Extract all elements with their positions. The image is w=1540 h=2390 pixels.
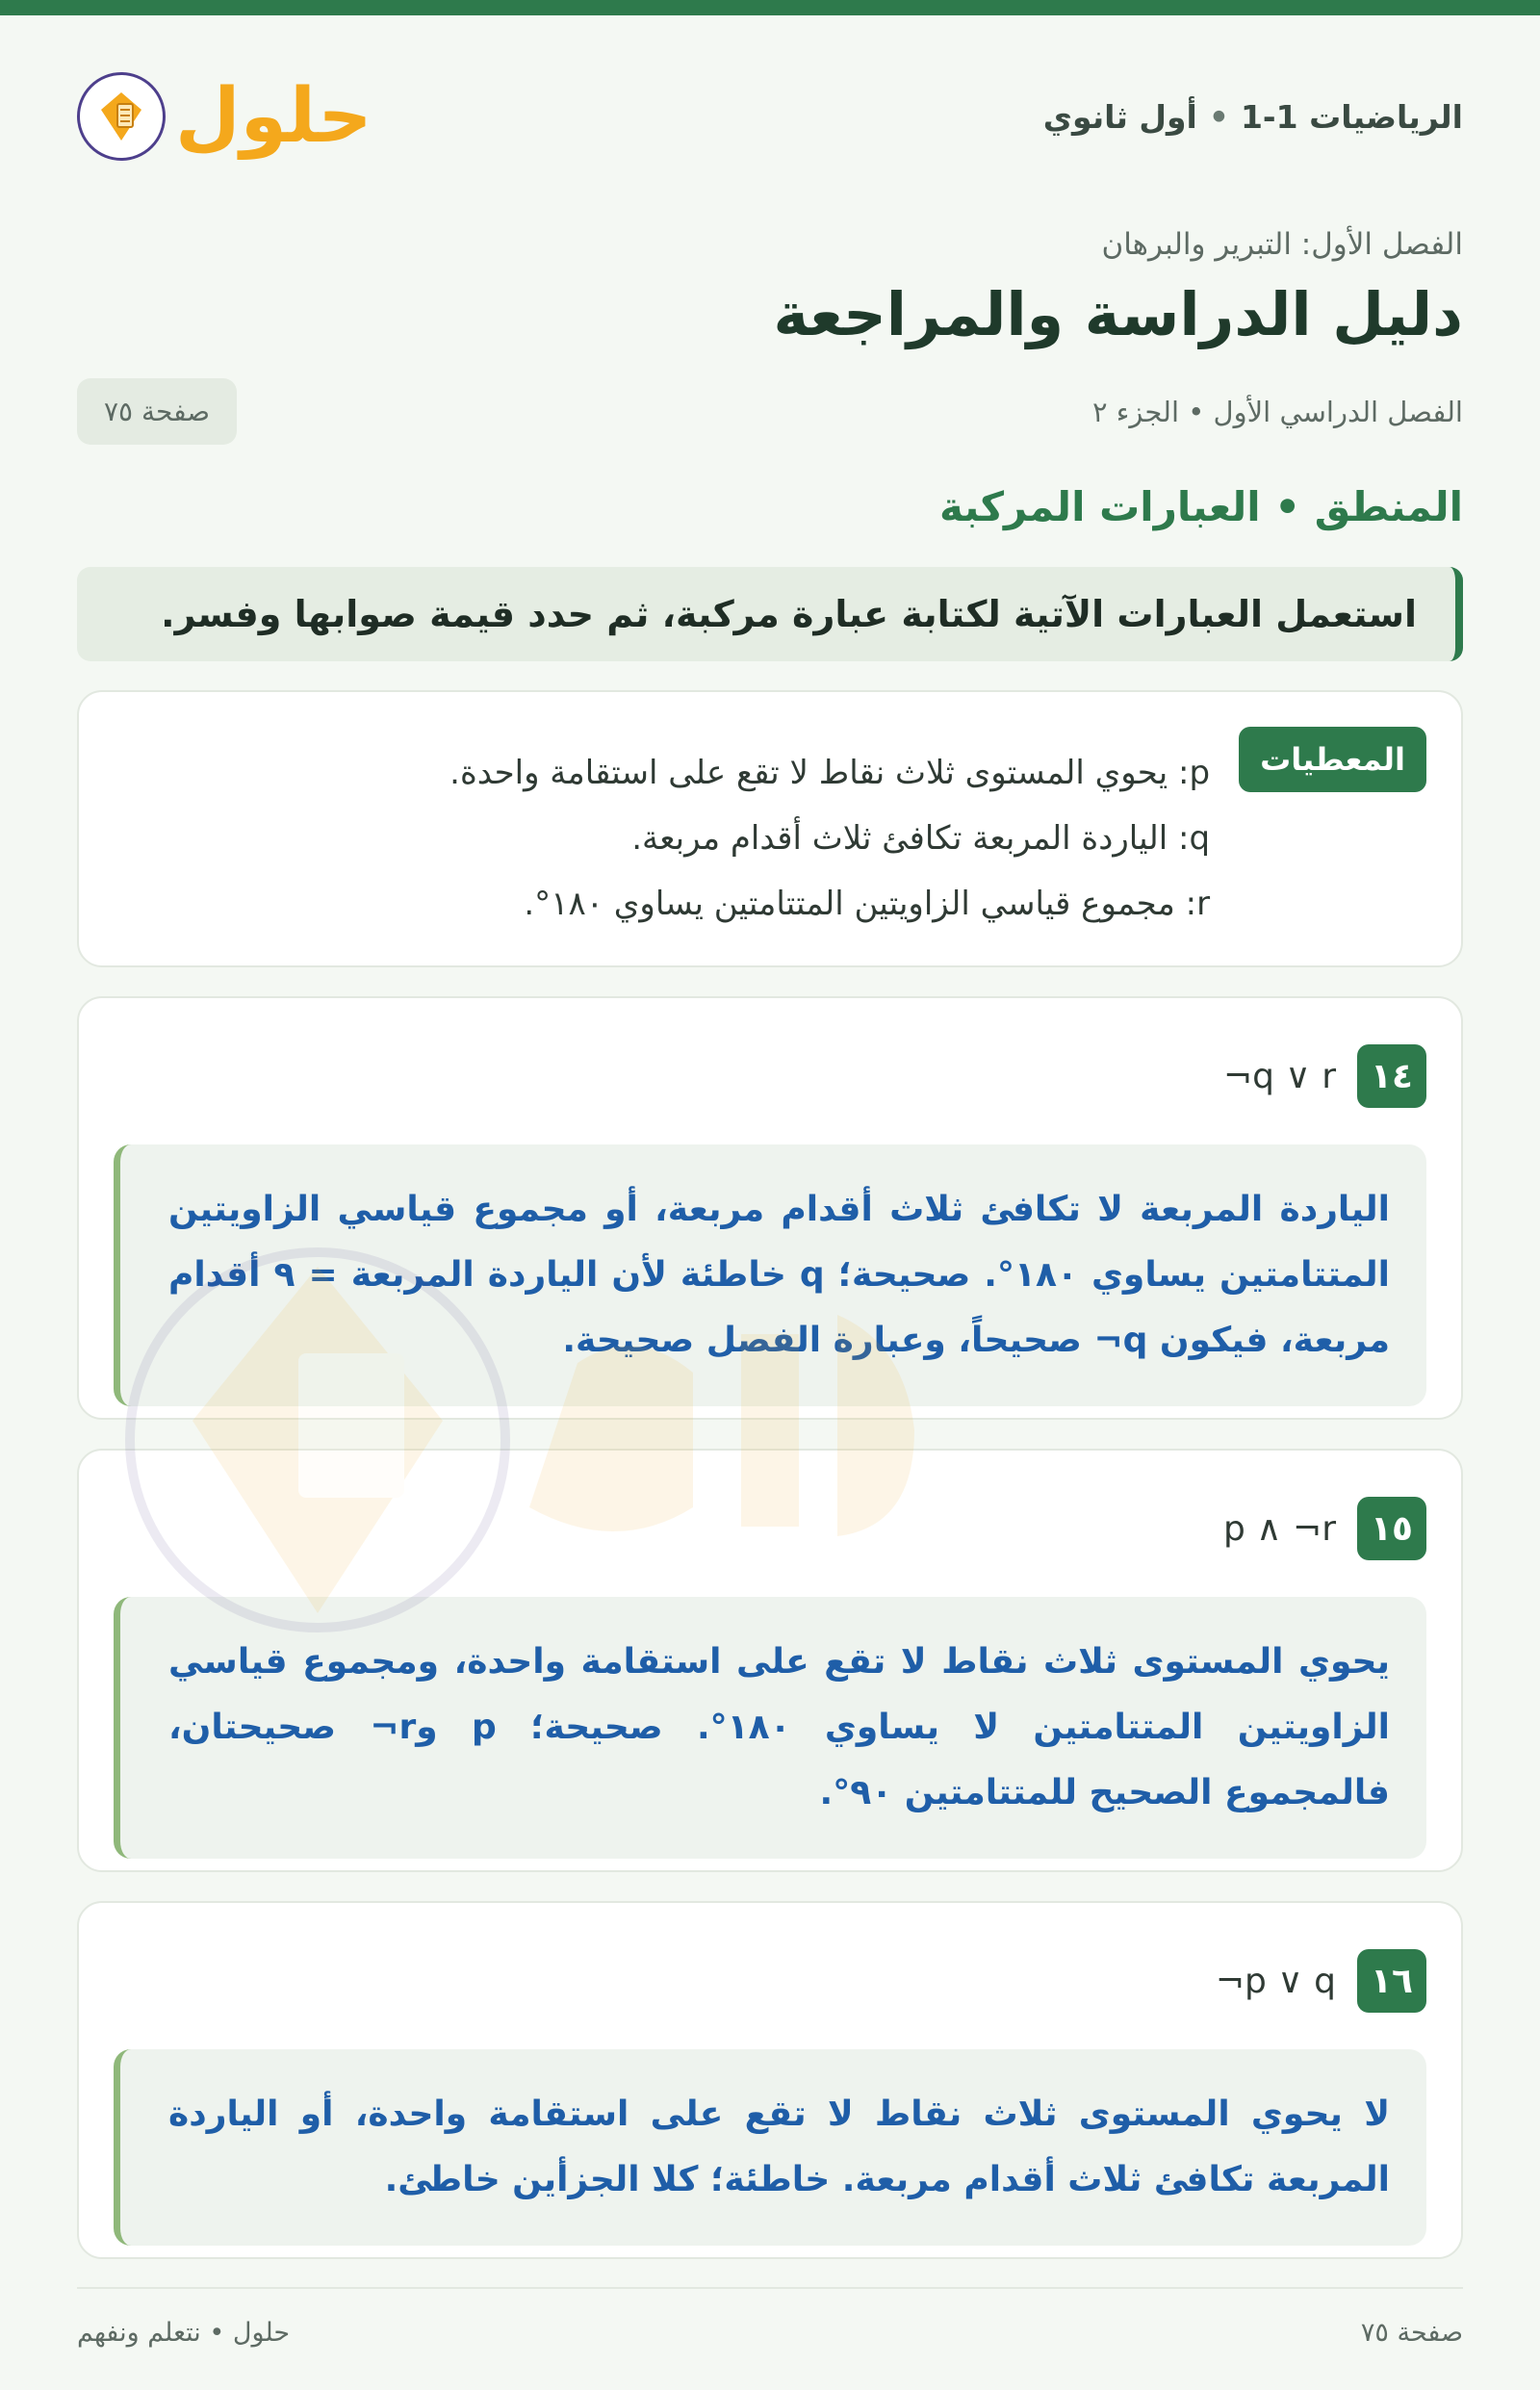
breadcrumb <box>1043 98 1463 136</box>
given-text: الياردة المربعة تكافئ ثلاث أقدام مربعة. <box>631 819 1168 858</box>
givens-list <box>449 727 1210 965</box>
question-card <box>77 1449 1463 1872</box>
given-variable: r: <box>1185 885 1211 923</box>
instruction-box: استعمل العبارات الآتية لكتابة عبارة مركبة، ثم حدد قيمة صوابها وفسر. <box>77 567 1463 661</box>
logo[interactable] <box>77 72 372 161</box>
footer <box>77 2287 1463 2348</box>
logo-text: حلول <box>175 73 372 160</box>
question-number: ١٦ <box>1357 1949 1426 2013</box>
given-variable: p: <box>1178 754 1211 792</box>
header <box>77 15 1463 218</box>
given-item <box>449 806 1210 871</box>
question-number: ١٤ <box>1357 1044 1426 1108</box>
question-expression: p ∧ ¬r <box>1222 1508 1336 1549</box>
answer-box: لا يحوي المستوى ثلاث نقاط لا تقع على استقامة واحدة، أو الياردة المربعة تكافئ ثلاث أقدام مربعة. خاطئة؛ كلا الجزأين خاطئ. <box>114 2049 1426 2246</box>
question-card <box>77 1901 1463 2259</box>
given-text: يحوي المستوى ثلاث نقاط لا تقع على استقامة واحدة. <box>449 754 1168 792</box>
grade-label: أول ثانوي <box>1042 97 1197 136</box>
question-expression: ¬p ∨ q <box>1215 1961 1336 2001</box>
section-title: المنطق • العبارات المركبة <box>938 483 1463 530</box>
givens-badge: المعطيات <box>1239 727 1426 792</box>
top-accent-bar <box>0 0 1540 15</box>
answer-box: الياردة المربعة لا تكافئ ثلاث أقدام مربعة، أو مجموع قياسي الزاويتين المتتامتين يساوي ١٨٠°. صحيحة؛ q خاطئة لأن الياردة المربعة = ٩ أقدام مربعة، فيكون q¬ صحيحاً، وعبارة الفصل صحيحة. <box>114 1144 1426 1406</box>
page <box>0 15 1540 2390</box>
meta-row <box>77 378 1463 445</box>
question-expression: ¬q ∨ r <box>1222 1056 1336 1096</box>
breadcrumb-separator: • <box>1208 97 1229 136</box>
question-card <box>77 996 1463 1420</box>
given-variable: q: <box>1178 819 1211 858</box>
question-header <box>114 1044 1426 1108</box>
footer-brand: حلول • نتعلم ونفهم <box>77 2318 291 2348</box>
question-number: ١٥ <box>1357 1497 1426 1560</box>
question-header <box>114 1497 1426 1560</box>
chapter-label: الفصل الأول: التبرير والبرهان <box>1101 227 1463 262</box>
answer-box: يحوي المستوى ثلاث نقاط لا تقع على استقامة واحدة، ومجموع قياسي الزاويتين المتتامتين لا يساوي ١٨٠°. صحيحة؛ p وr¬ صحيحتان، فالمجموع الصحيح للمتتامتين ٩٠°. <box>114 1597 1426 1859</box>
book-icon <box>77 72 166 161</box>
question-header <box>114 1949 1426 2013</box>
page-number-badge: صفحة ٧٥ <box>77 378 237 445</box>
footer-page-number: صفحة ٧٥ <box>1360 2318 1463 2348</box>
page-title: دليل الدراسة والمراجعة <box>773 279 1463 349</box>
semester-label: الفصل الدراسي الأول • الجزء ٢ <box>1091 395 1463 428</box>
givens-card <box>77 690 1463 967</box>
given-text: مجموع قياسي الزاويتين المتتامتين يساوي ١٨٠°. <box>524 885 1175 923</box>
given-item <box>449 740 1210 806</box>
subject-label: الرياضيات 1-1 <box>1240 97 1463 136</box>
given-item <box>449 871 1210 937</box>
